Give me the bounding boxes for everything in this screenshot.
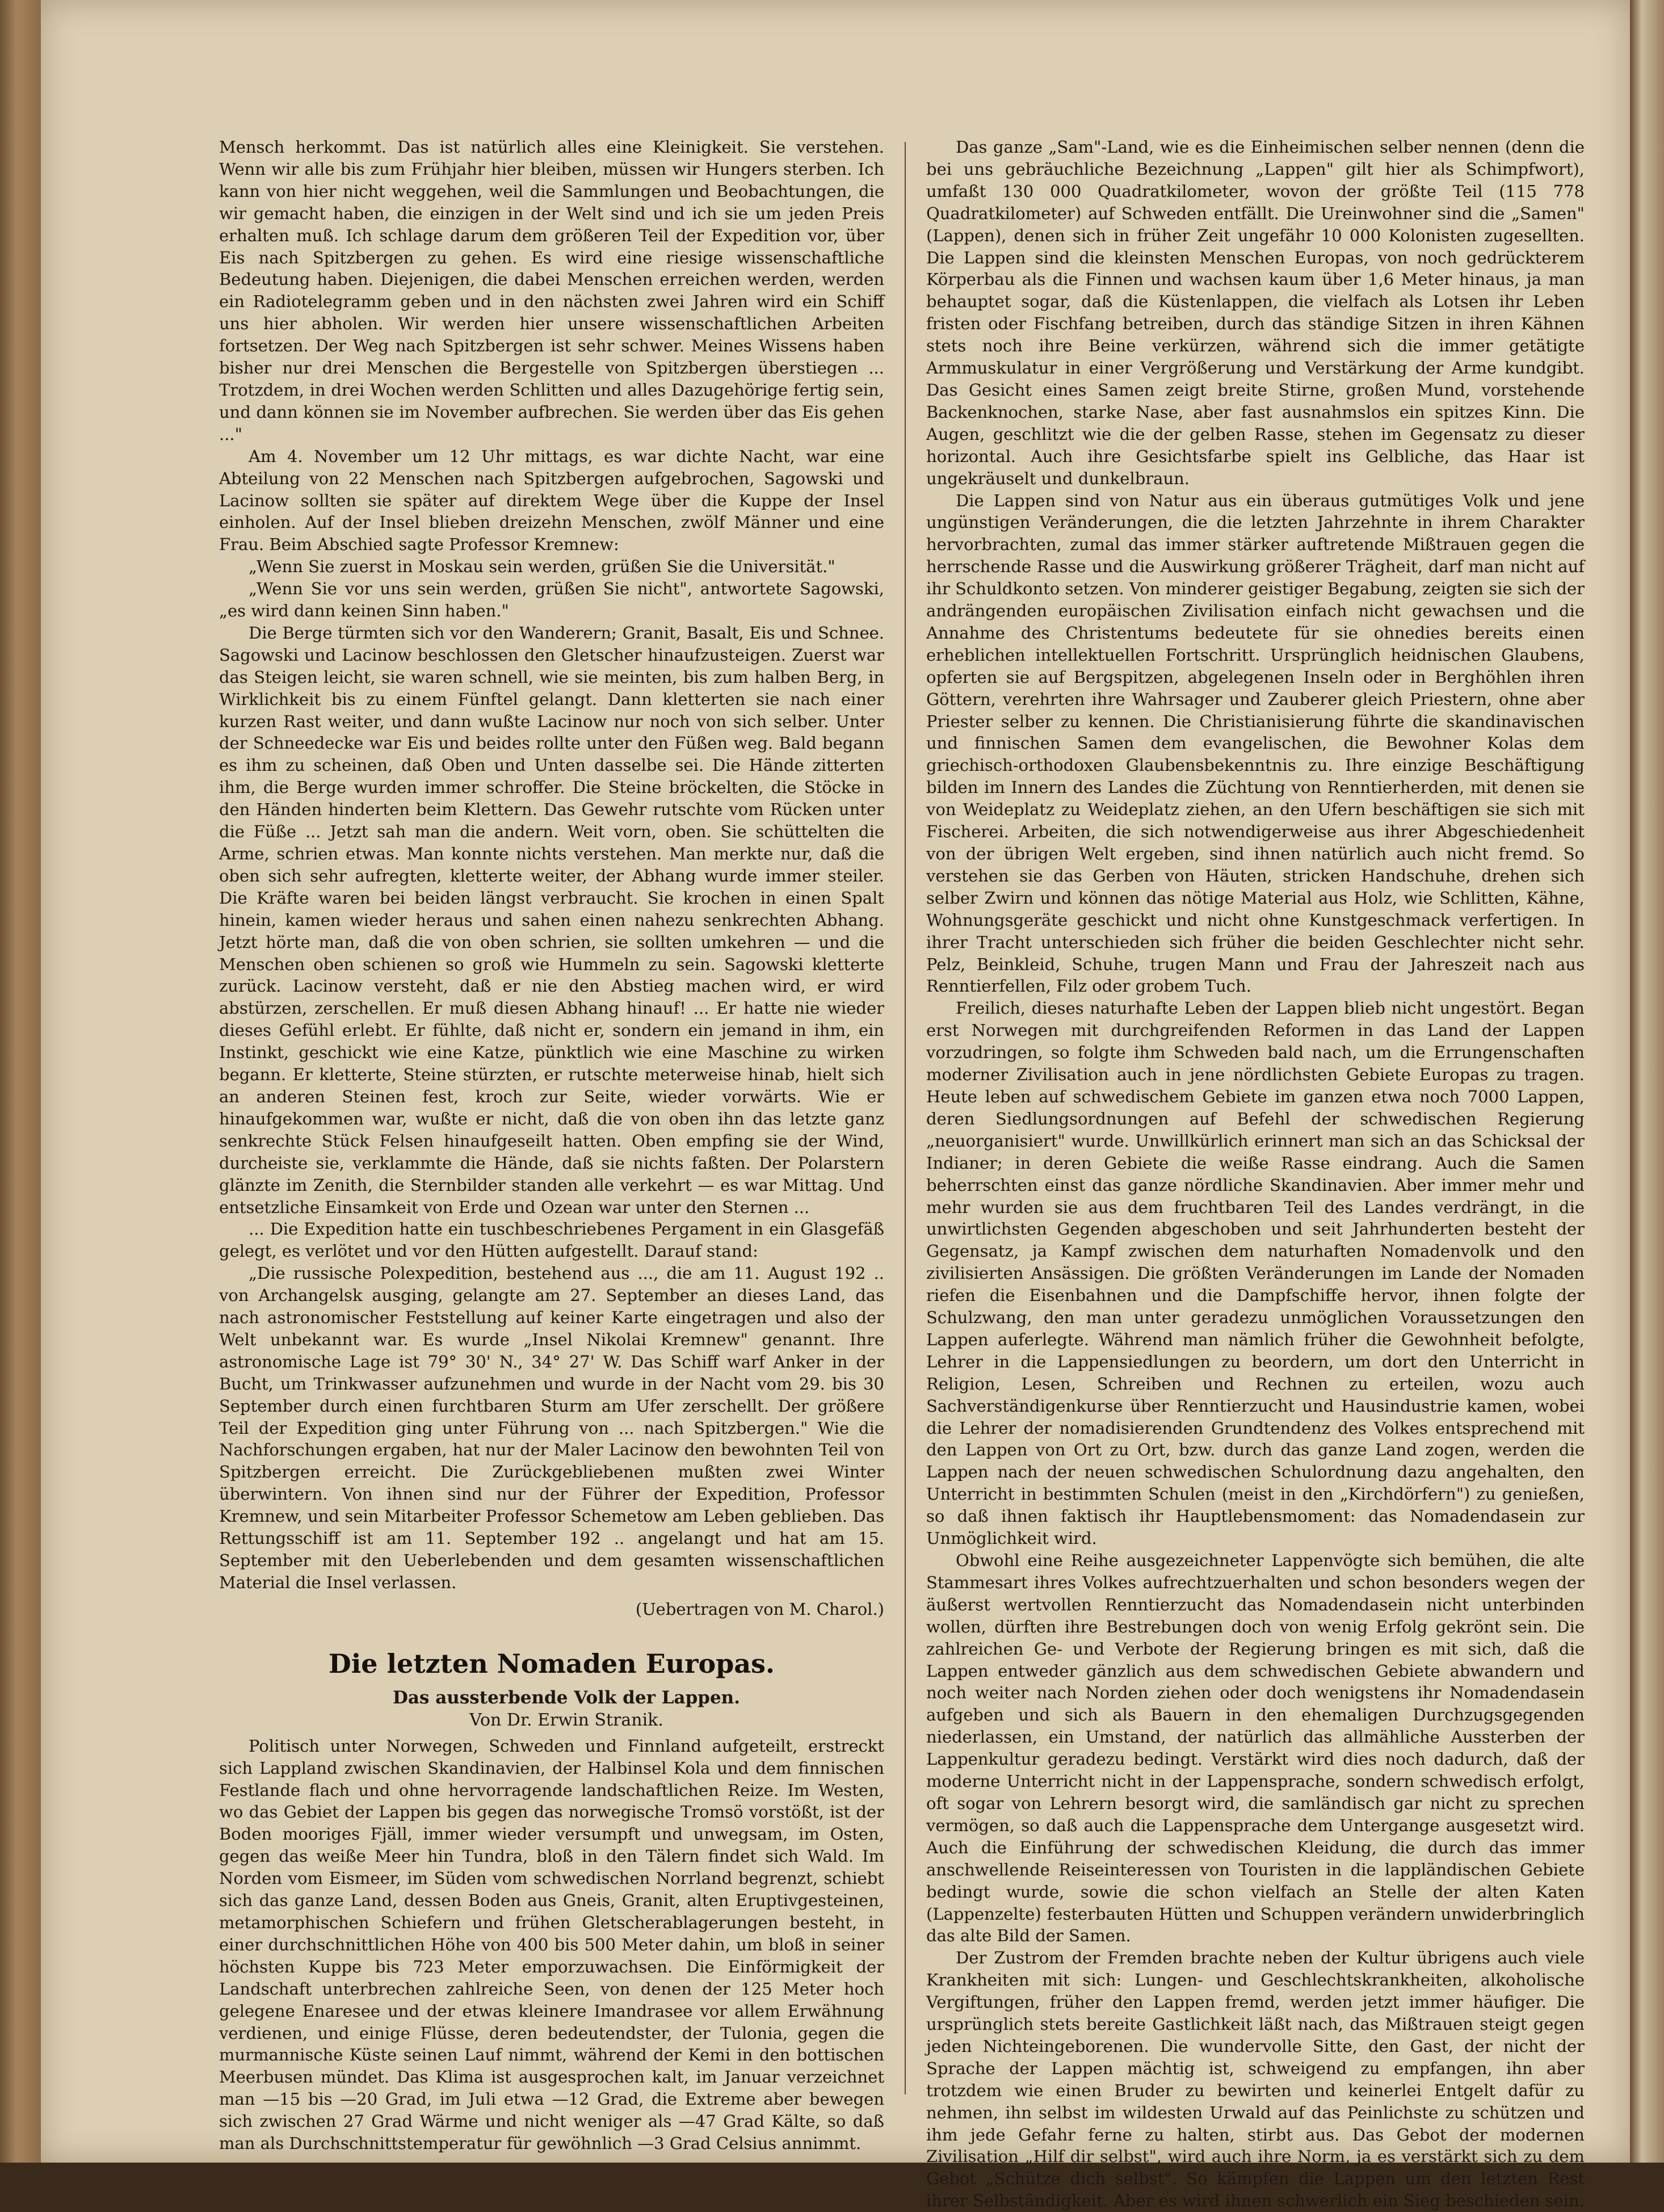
- paragraph: Die Lappen sind von Natur aus ein überaus gutmütiges Volk und jene ungünstigen Veränderungen, die die letzten Jahrzehnte in ihrem Charakter hervorbrachten, zumal das immer stärker auftretende Mißtrauen gegen die herrschende Rasse und die Auswirkung größerer Trägheit, darf man nicht auf ihr Schuldkonto setzen. Von minderer geistiger Begabung, zeigten sie sich der andrängenden europäischen Zivilisation einfach nicht gewachsen und die Annahme des Christentums bedeutete für sie ohnedies bereits einen erheblichen intellektuellen Fortschritt. Ursprünglich heidnischen Glaubens, opferten sie auf Bergspitzen, abgelegenen Inseln oder in Berghöhlen ihren Göttern, verehrten ihre Wahrsager und Zauberer gleich Priestern, ohne aber Priester selber zu kennen. Die Christianisierung führte die skandinavischen und finnischen Samen dem evangelischen, die Bewohner Kolas dem griechisch-orthodoxen Glaubensbekenntnis zu. Ihre einzige Beschäftigung bilden im Innern des Landes die Züchtung von Renntierherden, mit denen sie von Weideplatz zu Weideplatz ziehen, an den Ufern beschäftigen sie sich mit Fischerei. Arbeiten, die sich notwendigerweise aus ihrer Abgeschiedenheit von der übrigen Welt ergeben, sind ihnen natürlich auch nicht fremd. So verstehen sie das Gerben von Häuten, stricken Handschuhe, drehen sich selber Zwirn und können das nötige Material aus Holz, wie Schlitten, Kähne, Wohnungsgeräte geschickt und nicht ohne Kunstgeschmack verfertigen. In ihrer Tracht unterschieden sich früher die beiden Geschlechter nicht sehr. Pelz, Beinkleid, Schuhe, trugen Mann und Frau der Jahreszeit nach aus Renntierfellen, Filz oder grobem Tuch.: [926, 490, 1585, 996]
- paragraph: „Wenn Sie vor uns sein werden, grüßen Sie nicht", antwortete Sagowski, „es wird dann keinen Sinn haben.": [219, 579, 884, 621]
- book-binding-right: [1630, 0, 1664, 2163]
- book-binding-left: [0, 0, 41, 2163]
- paragraph: ... Die Expedition hatte ein tuschbeschriebenes Pergament in ein Glasgefäß gelegt, es verlötet und vor den Hütten aufgestellt. Darauf stand:: [219, 1219, 884, 1261]
- left-column: [219, 136, 884, 2155]
- paragraph: „Die russische Polexpedition, bestehend aus ..., die am 11. August 192 .. von Archangelsk ausging, gelangte am 27. September an dieses Land, das nach astronomischer Feststellung auf keiner Karte eingetragen und also der Welt unbekannt war. Es wurde „Insel Nikolai Kremnew" genannt. Ihre astronomische Lage ist 79° 30' N., 34° 27' W. Das Schiff warf Anker in der Bucht, um Trinkwasser aufzunehmen und wurde in der Nacht vom 29. bis 30 September durch einen furchtbaren Sturm am Ufer zerschellt. Der größere Teil der Expedition ging unter Führung von ... nach Spitzbergen." Wie die Nachforschungen ergaben, hat nur der Maler Lacinow den bewohnten Teil von Spitzbergen erreicht. Die Zurückgebliebenen mußten zwei Winter überwintern. Von ihnen sind nur der Führer der Expedition, Professor Kremnew, und sein Mitarbeiter Professor Schemetow am Leben geblieben. Das Rettungsschiff ist am 11. September 192 .. angelangt und hat am 15. September mit den Ueberlebenden und dem gesamten wissenschaftlichen Material die Insel verlassen.: [219, 1264, 884, 1592]
- paragraph: Das ganze „Sam"-Land, wie es die Einheimischen selber nennen (denn die bei uns gebräuchliche Bezeichnung „Lappen" gilt hier als Schimpfwort), umfaßt 130 000 Quadratkilometer, wovon der größte Teil (115 778 Quadratkilometer) auf Schweden entfällt. Die Ureinwohner sind die „Samen" (Lappen), denen sich in früher Zeit ungefähr 10 000 Kolonisten zugesellten. Die Lappen sind die kleinsten Menschen Europas, von noch gedrückterem Körperbau als die Finnen und wachsen kaum über 1,6 Meter hinaus, ja man behauptet sogar, daß die Küstenlappen, die vielfach als Lotsen ihr Leben fristen oder Fischfang betreiben, durch das ständige Sitzen in ihren Kähnen stets noch ihre Beine verkürzen, während sich die immer getätigte Armmuskulatur in einer Vergrößerung und Verstärkung der Arme kundgibt. Das Gesicht eines Samen zeigt breite Stirne, großen Mund, vorstehende Backenknochen, starke Nase, aber fast ausnahmslos ein spitzes Kinn. Die Augen, geschlitzt wie die der gelben Rasse, stehen im Gegensatz zu dieser horizontal. Auch ihre Gesichtsfarbe spielt ins Gelbliche, das Haar ist ungekräuselt und dunkelbraun.: [926, 137, 1585, 488]
- translator-note: (Uebertragen von M. Charol.): [635, 1599, 884, 1619]
- paragraph: Freilich, dieses naturhafte Leben der Lappen blieb nicht ungestört. Began erst Norwegen mit durchgreifenden Reformen in das Land der Lappen vorzudringen, so folgte ihm Schweden bald nach, um die Errungenschaften moderner Zivilisation auch in jene nördlichsten Gebiete Europas zu tragen. Heute leben auf schwedischem Gebiete im ganzen etwa noch 7000 Lappen, deren Siedlungsordnungen auf Befehl der schwedischen Regierung „neuorganisiert" wurde. Unwillkürlich erinnert man sich an das Schicksal der Indianer; in deren Gebiete die weiße Rasse eindrang. Auch die Samen beherrschten einst das ganze nördliche Skandinavien. Aber immer mehr und mehr wurden sie aus dem fruchtbaren Teil des Landes verdrängt, in die unwirtlichsten Gegenden abgeschoben und seit Jahrhunderten besteht der Gegensatz, ja Kampf zwischen dem naturhaften Nomadenvolk und den zivilisierten Ansässigen. Die größten Veränderungen im Lande der Nomaden riefen die Eisenbahnen und die Dampfschiffe hervor, ihnen folgte der Schulzwang, den man unter geradezu unmöglichen Voraussetzungen den Lappen auferlegte. Während man nämlich früher die Gewohnheit befolgte, Lehrer in die Lappensiedlungen zu beordern, um dort den Unterricht in Religion, Lesen, Schreiben und Rechnen zu erteilen, wozu auch Sachverständigenkurse über Renntierzucht und Hausindustrie kamen, wobei die Lehrer der nomadisierenden Grundtendenz des Volkes entsprechend mit den Lappen von Ort zu Ort, bzw. durch das ganze Land zogen, werden die Lappen nach der neuen schwedischen Schulordnung dazu angehalten, den Unterricht in bestimmten Schulen (meist in den „Kirchdörfern") zu genießen, so daß ihnen faktisch ihr Hauptlebensmoment: das Nomadendasein zur Unmöglichkeit wird.: [926, 998, 1585, 1548]
- paragraph: Mensch herkommt. Das ist natürlich alles eine Kleinigkeit. Sie verstehen. Wenn wir alle bis zum Frühjahr hier bleiben, müssen wir Hungers sterben. Ich kann von hier nicht weggehen, weil die Sammlungen und Beobachtungen, die wir gemacht haben, die einzigen in der Welt sind und ich sie um jeden Preis erhalten muß. Ich schlage darum dem größeren Teil der Expedition vor, über Eis nach Spitzbergen zu gehen. Es wird eine riesige wissenschaftliche Bedeutung haben. Diejenigen, die dabei Menschen erreichen werden, werden ein Radiotelegramm geben und in den nächsten zwei Jahren wird ein Schiff uns hier abholen. Wir werden hier unsere wissenschaftlichen Arbeiten fortsetzen. Der Weg nach Spitzbergen ist sehr schwer. Meines Wissens haben bisher nur drei Menschen die Bergestelle von Spitzbergen überstiegen ... Trotzdem, in drei Wochen werden Schlitten und alles Dazugehörige fertig sein, und dann können sie im November aufbrechen. Sie werden über das Eis gehen ...": [219, 137, 884, 444]
- paragraph: Die Berge türmten sich vor den Wanderern; Granit, Basalt, Eis und Schnee. Sagowski und Lacinow beschlossen den Gletscher hinaufzusteigen. Zuerst war das Steigen leicht, sie waren schnell, wie sie meinten, bis zum halben Berg, in Wirklichkeit bis zu einem Fünftel gelangt. Dann kletterten sie nach einer kurzen Rast weiter, und dann wußte Lacinow nur noch von sich selber. Unter der Schneedecke war Eis und beides rollte unter den Füßen weg. Bald begann es ihm zu scheinen, daß Oben und Unten dasselbe sei. Die Hände zitterten ihm, die Berge wurden immer schroffer. Die Steine bröckelten, die Stöcke in den Händen hinderten beim Klettern. Das Gewehr rutschte vom Rücken unter die Füße ... Jetzt sah man die andern. Weit vorn, oben. Sie schüttelten die Arme, schrien etwas. Man konnte nichts verstehen. Man merkte nur, daß die oben sich sehr aufregten, kletterte weiter, der Abhang wurde immer steiler. Die Kräfte waren bei beiden längst verbraucht. Sie krochen in einen Spalt hinein, kamen wieder heraus und sahen einen nahezu senkrechten Abhang. Jetzt hörte man, daß die von oben schrien, sie sollten umkehren — und die Menschen oben schienen so groß wie Hummeln zu sein. Sagowski kletterte zurück. Lacinow versteht, daß er nie den Abstieg machen wird, er wird abstürzen, zerschellen. Er muß diesen Abhang hinauf! ... Er hatte nie wieder dieses Gefühl erlebt. Er fühlte, daß nicht er, sondern ein jemand in ihm, ein Instinkt, geschickt wie eine Katze, pünktlich wie eine Maschine zu wirken begann. Er kletterte, Steine stürzten, er rutschte meterweise hinab, hielt sich an anderen Steinen fest, kroch zur Seite, wieder vorwärts. Wie er hinaufgekommen war, wußte er nicht, daß die von oben ihn das letzte ganz senkrechte Stück Felsen hinaufgeseilt hatten. Oben empfing sie der Wind, durcheiste sie, verklammte die Hände, daß sie nichts faßten. Der Polarstern glänzte im Zenith, die Sternbilder standen alle verkehrt — es war Mittag. Und entsetzliche Einsamkeit von Erde und Ozean war unter den Sternen ...: [219, 623, 884, 1217]
- paragraph: „Wenn Sie zuerst in Moskau sein werden, grüßen Sie die Universität.": [249, 557, 835, 577]
- article-title: Die letzten Nomaden Europas.: [328, 1648, 775, 1679]
- paragraph: Obwohl eine Reihe ausgezeichneter Lappenvögte sich bemühen, die alte Stammesart ihres Volkes aufrechtzuerhalten und schon besonders wegen der äußerst wertvollen Renntierzucht das Nomadendasein nicht unterbinden wollen, dürften ihre Bestrebungen doch von wenig Erfolg gekrönt sein. Die zahlreichen Ge- und Verbote der Regierung bringen es mit sich, daß die Lappen entweder gänzlich aus dem schwedischen Gebiete abwandern und noch weiter nach Norden ziehen oder doch wenigstens ihr Nomadendasein aufgeben und sich als Bauern in den ehemaligen Durchzugsgegenden niederlassen, ein Umstand, der natürlich das allmähliche Aussterben der Lappenkultur geradezu bedingt. Verstärkt wird dies noch dadurch, daß der moderne Unterricht nicht in der Lappensprache, sondern schwedisch erfolgt, oft sogar von Lehrern besorgt wird, die samländisch gar nicht zu sprechen vermögen, so daß auch die Lappensprache dem Untergange ausgesetzt wird. Auch die Einführung der schwedischen Kleidung, die durch das immer anschwellende Reiseinteressen von Touristen in die lappländischen Gebiete bedingt wurde, sowie die schon vielfach an Stelle der alten Katen (Lappenzelte) festerbauten Hütten und Schuppen verändern unwiderbringlich das alte Bild der Samen.: [926, 1551, 1585, 1946]
- article-subtitle: Das aussterbende Volk der Lappen.: [393, 1687, 740, 1708]
- article-byline: Von Dr. Erwin Stranik.: [469, 1710, 663, 1730]
- right-column: [926, 136, 1585, 2212]
- paragraph: Politisch unter Norwegen, Schweden und Finnland aufgeteilt, erstreckt sich Lappland zwischen Skandinavien, der Halbinsel Kola und dem finnischen Festlande flach und ohne hervorragende landschaftlichen Reize. Im Westen, wo das Gebiet der Lappen bis gegen das norwegische Tromsö vorstößt, ist der Boden mooriges Fjäll, immer wieder versumpft und unwegsam, im Osten, gegen das weiße Meer hin Tundra, bloß in den Tälern findet sich Wald. Im Norden vom Eismeer, im Süden vom schwedischen Norrland begrenzt, schiebt sich das ganze Land, dessen Boden aus Gneis, Granit, alten Eruptivgesteinen, metamorphischen Schiefern und frühen Gletscherablagerungen besteht, in einer durchschnittlichen Höhe von 400 bis 500 Meter dahin, um bloß in seiner höchsten Kuppe bis 723 Meter emporzuwachsen. Die Einförmigkeit der Landschaft unterbrechen zahlreiche Seen, von denen der 125 Meter hoch gelegene Enaresee und der etwas kleinere Imandrasee vor allem Erwähnung verdienen, und einige Flüsse, deren bedeutendster, der Tulonia, gegen die murmannische Küste seinen Lauf nimmt, während der Kemi in den bottischen Meerbusen mündet. Das Klima ist ausgesprochen kalt, im Januar verzeichnet man —15 bis —20 Grad, im Juli etwa —12 Grad, die Extreme aber bewegen sich zwischen 27 Grad Wärme und nicht weniger als —47 Grad Kälte, so daß man als Durchschnittstemperatur für gewöhnlich —3 Grad Celsius annimmt.: [219, 1736, 884, 2154]
- paragraph: Der Zustrom der Fremden brachte neben der Kultur übrigens auch viele Krankheiten mit sich: Lungen- und Geschlechtskrankheiten, alkoholische Vergiftungen, früher den Lappen fremd, werden jetzt immer häufiger. Die ursprünglich stets bereite Gastlichkeit läßt nach, das Mißtrauen steigt gegen jeden Nichteingeborenen. Die wundervolle Sitte, den Gast, der nicht der Sprache der Lappen mächtig ist, schweigend zu empfangen, ihn aber trotzdem wie einen Bruder zu bewirten und keinerlei Entgelt dafür zu nehmen, ihn selbst im wildesten Urwald auf das Peinlichste zu schützen und ihm jede Gefahr ferne zu halten, stirbt aus. Das Gebot der modernen Zivilisation „Hilf dir selbst", wird auch ihre Norm, ja es verstärkt sich zu dem Gebot „Schütze dich selbst". So kämpfen die Lappen um den letzten Rest ihrer Selbständigkeit. Aber es wird ihnen schwerlich ein Sieg beschieden sein.: [926, 1948, 1585, 2211]
- column-divider: [905, 142, 906, 2095]
- paragraph: Am 4. November um 12 Uhr mittags, es war dichte Nacht, war eine Abteilung von 22 Menschen nach Spitzbergen aufgebrochen, Sagowski und Lacinow sollten sie später auf direktem Wege über die Kuppe der Insel einholen. Auf der Insel blieben dreizehn Menschen, zwölf Männer und eine Frau. Beim Abschied sagte Professor Kremnew:: [219, 446, 884, 555]
